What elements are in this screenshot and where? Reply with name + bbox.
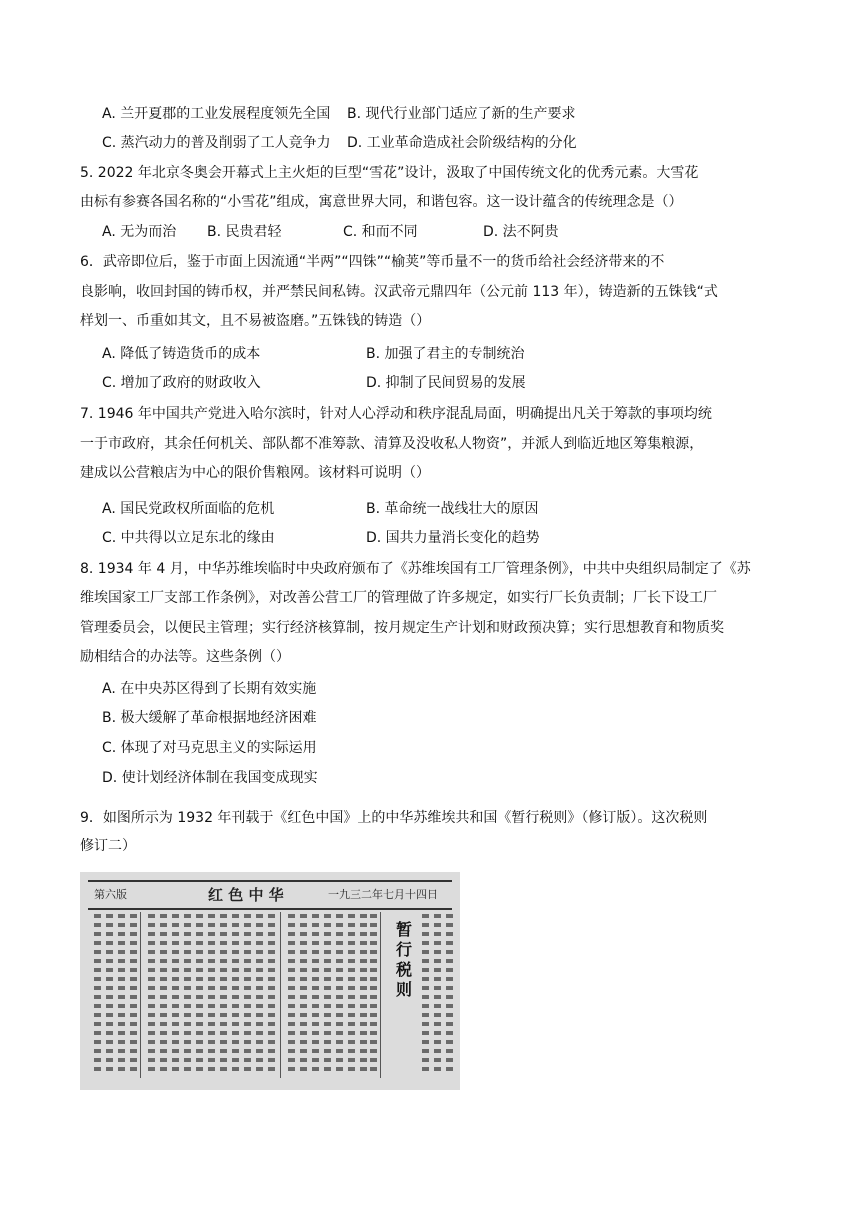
text-column xyxy=(446,914,453,1074)
text-column xyxy=(196,914,203,1074)
q4-option-a: A. 兰开夏郡的工业发展程度领先全国 xyxy=(102,106,331,122)
text-column xyxy=(336,914,343,1074)
q7-option-c: C. 中共得以立足东北的缘由 xyxy=(102,530,275,546)
q6-stem-line2: 良影响，收回封国的铸币权，并严禁民间私铸。汉武帝元鼎四年（公元前 113 年），铸造新的五铢钱“式 xyxy=(80,284,718,300)
q5-option-b: B. 民贵君轻 xyxy=(207,224,282,240)
text-column xyxy=(220,914,227,1074)
q6-option-b: B. 加强了君主的专制统治 xyxy=(366,346,525,362)
newspaper-masthead: 红 色 中 华 xyxy=(208,886,284,904)
text-column xyxy=(232,914,239,1074)
q8-option-b: B. 极大缓解了革命根据地经济困难 xyxy=(102,710,317,726)
q9-stem-line1: 9．如图所示为 1932 年刊载于《红色中国》上的中华苏维埃共和国《暂行税则》（修订版）。这次税则 xyxy=(80,810,708,826)
text-column xyxy=(422,914,429,1074)
q6-stem-line3: 样划一、币重如其文，且不易被盗磨。”五铢钱的铸造（） xyxy=(80,313,431,329)
text-column xyxy=(160,914,167,1074)
q7-stem-line1: 7. 1946 年中国共产党进入哈尔滨时，针对人心浮动和秩序混乱局面，明确提出凡关于筹款的事项均统 xyxy=(80,406,712,422)
text-column xyxy=(148,914,155,1074)
q7-option-d: D. 国共力量消长变化的趋势 xyxy=(366,530,540,546)
text-column xyxy=(172,914,179,1074)
text-column xyxy=(300,914,307,1074)
newspaper-date: 一九三二年七月十四日 xyxy=(328,888,438,901)
text-column xyxy=(348,914,355,1074)
q7-stem-line2: 一于市政府，其余任何机关、部队都不准筹款、清算及没收私人物资”，并派人到临近地区筹集粮源， xyxy=(80,436,704,452)
q5-option-a: A. 无为而治 xyxy=(102,224,177,240)
q8-stem-line2: 维埃国家工厂支部工作条例》，对改善公营工厂的管理做了许多规定，如实行厂长负责制；厂长下设工厂 xyxy=(80,590,717,606)
q5-option-c: C. 和而不同 xyxy=(343,224,418,240)
q6-option-d: D. 抑制了民间贸易的发展 xyxy=(366,375,526,391)
text-column xyxy=(106,914,113,1074)
q8-option-c: C. 体现了对马克思主义的实际运用 xyxy=(102,740,317,756)
column-rule xyxy=(380,912,381,1078)
q6-stem-line1: 6．武帝即位后，鉴于市面上因流通“半两”“四铢”“榆荚”等币量不一的货币给社会经济带来的不 xyxy=(80,254,665,270)
newspaper-clipping-image xyxy=(80,872,460,1090)
q8-stem-line4: 励相结合的办法等。这些条例（） xyxy=(80,649,290,665)
text-column xyxy=(370,914,377,1074)
text-column xyxy=(130,914,137,1074)
q6-option-c: C. 增加了政府的财政收入 xyxy=(102,375,261,391)
text-column xyxy=(434,914,441,1074)
q8-option-d: D. 使计划经济体制在我国变成现实 xyxy=(102,770,318,786)
column-rule xyxy=(280,912,281,1078)
text-column xyxy=(360,914,367,1074)
q7-option-b: B. 革命统一战线壮大的原因 xyxy=(366,501,539,517)
q7-stem-line3: 建成以公营粮店为中心的限价售粮网。该材料可说明（） xyxy=(80,465,430,481)
newspaper-header xyxy=(88,880,452,910)
newspaper-headline: 暂行税则 xyxy=(396,920,413,999)
q8-option-a: A. 在中央苏区得到了长期有效实施 xyxy=(102,681,317,697)
text-column xyxy=(244,914,251,1074)
q4-option-c: C. 蒸汽动力的普及削弱了工人竞争力 xyxy=(102,135,331,151)
q4-option-b: B. 现代行业部门适应了新的生产要求 xyxy=(347,106,576,122)
q5-stem-line2: 由标有参赛各国名称的“小雪花”组成，寓意世界大同，和谐包容。这一设计蕴含的传统理念是（） xyxy=(80,194,683,210)
q8-stem-line1: 8. 1934 年 4 月，中华苏维埃临时中央政府颁布了《苏维埃国有工厂管理条例》，中共中央组织局制定了《苏 xyxy=(80,561,751,577)
q5-option-d: D. 法不阿贵 xyxy=(483,224,559,240)
column-rule xyxy=(140,912,141,1078)
q9-stem-line2: 修订二） xyxy=(80,838,136,854)
text-column xyxy=(256,914,263,1074)
text-column xyxy=(94,914,101,1074)
text-column xyxy=(288,914,295,1074)
text-column xyxy=(324,914,331,1074)
newspaper-page: 第六版 xyxy=(94,888,127,901)
text-column xyxy=(268,914,275,1074)
text-column xyxy=(312,914,319,1074)
q4-option-d: D. 工业革命造成社会阶级结构的分化 xyxy=(347,135,577,151)
q8-stem-line3: 管理委员会，以便民主管理；实行经济核算制，按月规定生产计划和财政预决算；实行思想教育和物质奖 xyxy=(80,620,724,636)
text-column xyxy=(208,914,215,1074)
text-column xyxy=(118,914,125,1074)
q7-option-a: A. 国民党政权所面临的危机 xyxy=(102,501,275,517)
q6-option-a: A. 降低了铸造货币的成本 xyxy=(102,346,261,362)
q5-stem-line1: 5. 2022 年北京冬奥会开幕式上主火炬的巨型“雪花”设计，汲取了中国传统文化的优秀元素。大雪花 xyxy=(80,165,699,181)
text-column xyxy=(184,914,191,1074)
